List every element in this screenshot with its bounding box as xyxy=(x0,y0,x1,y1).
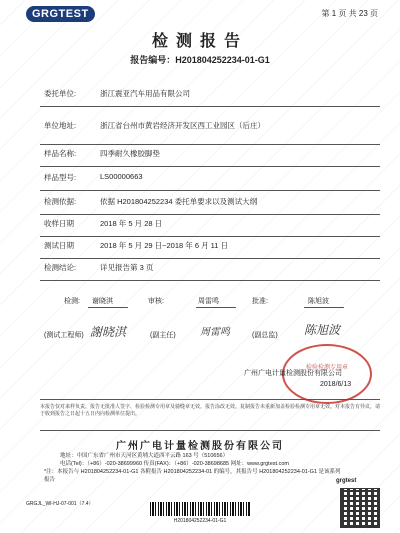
issuer-name: 广州广电计量检测股份有限公司 xyxy=(244,370,342,377)
field-row-conclusion xyxy=(44,256,380,280)
divider xyxy=(304,307,344,308)
field-value: LS00000663 xyxy=(100,172,143,181)
divider xyxy=(40,430,380,431)
field-row-basis xyxy=(44,190,380,214)
approve-label: 批准: xyxy=(252,298,268,305)
inspect-name: 谢晓淇 xyxy=(92,298,113,305)
divider xyxy=(196,307,236,308)
report-title: 检测报告 xyxy=(151,33,248,50)
role-test-engineer: (测试工程师) xyxy=(44,332,84,339)
field-value: 浙江省台州市黄岩经济开发区西工业园区（后庄） xyxy=(100,121,265,130)
field-label: 检测结论: xyxy=(44,263,77,272)
field-value: 依据 H201804252234 委托单要求以及测试大纲 xyxy=(100,197,258,206)
divider xyxy=(40,399,380,400)
review-label: 审核: xyxy=(148,298,164,305)
report-number-value: H201804252234-01-G1 xyxy=(175,55,270,65)
field-row-address xyxy=(44,106,380,144)
inspect-label: 检测: xyxy=(64,298,80,305)
report-number xyxy=(0,53,400,66)
form-code: GRGJL_WI-HJ-07-001（7.4） xyxy=(26,501,94,507)
field-row-client xyxy=(44,82,380,106)
field-value: 浙江震亚汽车用品有限公司 xyxy=(100,89,190,98)
company-logo: GRGTEST xyxy=(26,6,95,22)
field-value: 四季耐久橡胶脚垫 xyxy=(100,149,160,158)
field-row-test-date xyxy=(44,234,380,258)
qr-caption: grgtest xyxy=(336,478,357,484)
field-value: 2018 年 5 月 29 日~2018 年 6 月 11 日 xyxy=(100,241,229,250)
field-value: 详见报告第 3 页 xyxy=(100,263,154,272)
footer-organization: 广州广电计量检测股份有限公司 xyxy=(116,441,284,452)
field-label: 检测依据: xyxy=(44,197,77,206)
divider xyxy=(40,280,380,281)
footer-phone: 电话(Tel)：（+86）-020-38699960 传真(FAX)：（+86）-020-38698685 网址：www.grgtest.com xyxy=(60,461,289,467)
barcode-number: H201804252234-01-G1 xyxy=(173,518,227,524)
disclaimer-note: 本报告仅对来样负责。报告无批准人签字、检验检测专用章及骑缝章无效。报告涂改无效。复制报告未重新加盖检验检测专用章无效。对本报告有异议，请于收到报告之日起十五日内向检测单位提出。 xyxy=(40,404,381,417)
field-label: 样品名称: xyxy=(44,149,77,158)
divider xyxy=(88,307,128,308)
barcode xyxy=(150,502,250,516)
field-label: 收样日期 xyxy=(44,219,74,228)
field-row-receive-date xyxy=(44,212,380,236)
report-number-label: 报告编号： xyxy=(130,55,176,65)
seal-text: 检验检测专用章 xyxy=(305,365,348,371)
page-indicator: 第 1 页 共 23 页 xyxy=(321,9,378,18)
field-row-sample-model xyxy=(44,166,380,190)
field-label: 委托单位: xyxy=(44,89,77,98)
issue-date: 2018/6/13 xyxy=(320,381,352,388)
signature-reviewer: 周雷鸣 xyxy=(200,327,230,338)
field-row-sample-name xyxy=(44,142,380,166)
field-value: 2018 年 5 月 28 日 xyxy=(100,219,163,228)
field-label: 单位地址: xyxy=(44,121,77,130)
signature-inspector: 謝晓淇 xyxy=(90,325,127,339)
role-deputy-chief: (副总监) xyxy=(252,332,278,339)
field-label: 测试日期 xyxy=(44,241,74,250)
role-deputy-director: (副主任) xyxy=(150,332,176,339)
signature-approver: 陈旭波 xyxy=(304,323,341,337)
approve-name: 陈旭波 xyxy=(308,298,329,305)
review-name: 周雷鸣 xyxy=(198,298,219,305)
footer-remark: *注：本报告与 H201804252234-01-G1 各附报告 H201804252234-01 的编号，其报告号 H201804252234-01-G1 是该系列报告 xyxy=(44,469,341,483)
qr-code xyxy=(340,488,380,528)
footer-address: 地址：中国广东省广州市天河区黄埔大道西平云路 163 号（510656） xyxy=(60,453,229,459)
field-label: 样品型号: xyxy=(44,173,77,182)
